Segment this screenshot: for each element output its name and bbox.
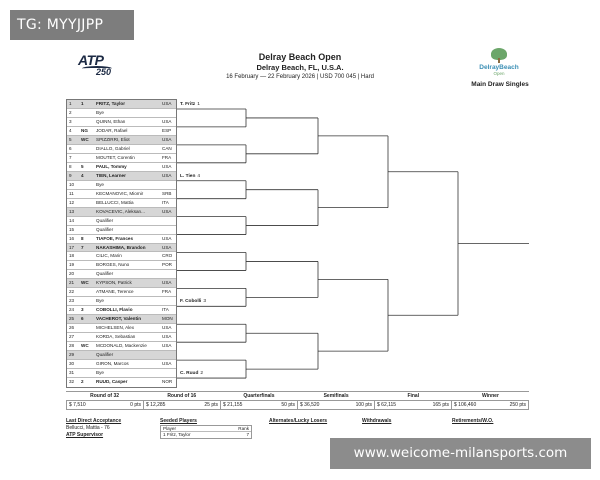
player-nationality: USA [162, 334, 172, 340]
player-nationality: USA [162, 280, 172, 286]
seeded-block [160, 418, 252, 439]
draw-position: 17 [69, 244, 75, 250]
draw-position: 14 [69, 217, 75, 223]
draw-position: 3 [69, 118, 72, 124]
prize-round-header: Winner [481, 393, 499, 399]
seed-label: 5 [81, 163, 84, 169]
player-name: Qualifier [96, 217, 114, 223]
draw-position: 26 [69, 325, 75, 331]
prize-points: 50 pts [281, 402, 295, 408]
player-name: QUINN, Ethan [96, 118, 126, 124]
draw-title: Main Draw Singles [471, 81, 529, 88]
player-nationality: USA [162, 343, 172, 349]
draw-position: 2 [69, 109, 72, 115]
retirements-title: Retirements/W.O. [452, 418, 494, 424]
draw-position: 23 [69, 298, 75, 304]
player-name: COBOLLI, Flavio [96, 307, 133, 313]
player-nationality: MON [162, 316, 173, 322]
prize-money: $ 36,520 [300, 402, 320, 408]
advancer-name: C. Ruud [180, 371, 199, 377]
lda-block [66, 418, 121, 438]
draw-position: 6 [69, 145, 72, 151]
draw-position: 1 [69, 101, 72, 106]
player-nationality: CRO [162, 253, 173, 259]
player-name: TIEN, Learner [96, 172, 126, 178]
prize-points: 0 pts [130, 402, 141, 408]
player-name: BELLUCCI, Mattia [96, 199, 134, 205]
player-name: GIRON, Marcos [96, 361, 129, 367]
player-nationality: USA [162, 136, 172, 142]
player-nationality: ITA [162, 307, 169, 313]
seed-label: NG [81, 127, 88, 133]
seeded-rank: 7 [246, 432, 249, 437]
player-name: KECMANOVIC, Miomir [96, 190, 144, 196]
player-name: MOUTET, Corentin [96, 154, 135, 160]
draw-position: 10 [69, 181, 75, 187]
prize-cell [298, 401, 375, 409]
player-nationality: FRA [162, 289, 172, 295]
draw-position: 20 [69, 271, 75, 277]
draw-position: 7 [69, 154, 72, 160]
prize-cell [452, 401, 528, 409]
draw-position: 18 [69, 253, 75, 259]
player-name: TIAFOE, Frances [96, 235, 134, 241]
advancer-name: T. Fritz [180, 101, 196, 107]
draw-position: 8 [69, 163, 72, 169]
player-name: PAUL, Tommy [96, 163, 127, 169]
player-name: DIALLO, Gabriel [96, 145, 130, 151]
draw-position: 19 [69, 262, 75, 268]
prize-money: $ 7,510 [69, 402, 86, 408]
seeded-player: 1 Fritz, Taylor [163, 432, 191, 437]
prize-cell [67, 401, 144, 409]
player-name: NAKASHIMA, Brandon [96, 244, 146, 250]
alternates-block [269, 418, 327, 424]
player-name: MCDONALD, Mackenzie [96, 343, 147, 349]
prize-points: 25 pts [204, 402, 218, 408]
advancer-seed: 1 [197, 101, 200, 107]
prize-round-header: Round of 32 [90, 393, 120, 399]
player-name: Bye [96, 298, 104, 304]
player-name: KORDA, Sebastian [96, 334, 136, 340]
player-nationality: POR [162, 262, 172, 268]
seeded-title: Seeded Players [160, 418, 197, 424]
seed-label: WC [81, 136, 89, 142]
player-name: KOVACEVIC, Aleksan... [96, 208, 145, 214]
player-name: Bye [96, 109, 104, 115]
draw-position: 11 [69, 190, 74, 196]
draw-position: 21 [69, 280, 75, 286]
draw-position: 4 [69, 127, 72, 133]
seed-label: 3 [81, 307, 84, 313]
seed-label: 4 [81, 172, 84, 178]
seed-label: 2 [81, 379, 84, 385]
player-nationality: USA [162, 325, 172, 331]
seed-label: WC [81, 343, 89, 349]
draw-position: 32 [69, 379, 75, 385]
draw-position: 31 [69, 370, 75, 376]
seeded-row [161, 432, 251, 438]
player-nationality: NOR [162, 379, 173, 385]
player-name: CILIC, Marin [96, 253, 122, 259]
player-nationality: USA [162, 244, 172, 250]
prize-round-header: Quarterfinals [243, 393, 275, 399]
prize-round-headers [66, 392, 529, 400]
prize-round-header: Semifinals [323, 393, 349, 399]
prize-cell [375, 401, 452, 409]
player-nationality: USA [162, 163, 172, 169]
advancer-seed: 4 [197, 173, 201, 179]
prize-values [66, 400, 529, 410]
lda-title: Last Direct Acceptance [66, 418, 122, 424]
seed-label: 1 [81, 101, 84, 106]
withdrawals-title: Withdrawals [362, 418, 392, 424]
seed-label: WC [81, 280, 89, 286]
atp-logo-text: ATP [78, 52, 104, 68]
player-name: RUUD, Casper [96, 379, 128, 385]
prize-round-header: Final [407, 393, 420, 399]
draw-position: 29 [69, 352, 75, 358]
advancer-name: F. Cobolli [180, 299, 202, 305]
prize-money: $ 106,460 [454, 402, 477, 408]
player-name: SPIZZIRRI, Eliot [96, 136, 130, 142]
prize-points: 100 pts [355, 402, 372, 408]
player-name: ATMANE, Terence [96, 289, 134, 295]
atp-tier-text: 250 [96, 67, 112, 77]
tournament-dates: 16 February — 22 February 2026 | USD 700 045 | Hard [226, 74, 374, 80]
watermark-bottom: www.weicome-milansports.com [330, 438, 591, 469]
player-name: Qualifier [96, 226, 114, 232]
player-nationality: USA [162, 172, 172, 178]
player-name: KYPSON, Patrick [96, 280, 132, 286]
advancer-label [180, 371, 203, 376]
draw-position: 12 [69, 199, 75, 205]
withdrawals-block [362, 418, 391, 424]
seeded-col-rank: Rank [238, 426, 249, 431]
draw-position: 27 [69, 334, 75, 340]
prize-money: $ 21,155 [223, 402, 243, 408]
player-name: FRITZ, Taylor [96, 101, 126, 106]
player-name: Qualifier [96, 271, 114, 277]
player-nationality: USA [162, 361, 172, 367]
player-name: MICHELSEN, Alex [96, 325, 135, 331]
advancer-label [180, 174, 200, 179]
prize-points: 250 pts [509, 402, 526, 408]
seed-label: 8 [81, 235, 84, 241]
draw-position: 5 [69, 136, 72, 142]
draw-position: 13 [69, 208, 75, 214]
draw-position: 15 [69, 226, 75, 232]
advancer-seed: 3 [203, 299, 206, 305]
advancer-label [180, 102, 200, 107]
draw-position: 24 [69, 307, 75, 313]
player-name: Qualifier [96, 352, 114, 358]
player-nationality: USA [162, 235, 172, 241]
advancer-label [180, 299, 206, 304]
advancer-seed: 2 [200, 371, 204, 377]
player-nationality: USA [162, 208, 172, 214]
seed-label: 6 [81, 316, 84, 322]
player-nationality: ITA [162, 199, 169, 205]
prize-points: 165 pts [432, 402, 449, 408]
tournament-location: Delray Beach, FL, U.S.A. [256, 63, 344, 72]
prize-cell [144, 401, 221, 409]
player-name: BORGES, Nuno [96, 262, 130, 268]
watermark-top: TG: MYYJJPP [10, 10, 134, 40]
prize-cell [221, 401, 298, 409]
advancer-name: L. Tien [180, 173, 196, 179]
draw-position: 25 [69, 316, 75, 322]
draw-position: 9 [69, 172, 72, 178]
draw-position: 16 [69, 235, 75, 241]
prize-money: $ 12,285 [146, 402, 166, 408]
player-nationality: USA [162, 101, 172, 106]
seed-label: 7 [81, 244, 84, 250]
lda-value: Bellucci, Mattia - 76 [66, 425, 110, 431]
alternates-title: Alternates/Lucky Losers [269, 418, 328, 424]
draw-position: 28 [69, 343, 75, 349]
draw-position: 30 [69, 361, 75, 367]
supervisor-title: ATP Supervisor [66, 432, 104, 438]
tournament-title: Delray Beach Open [258, 52, 342, 62]
seeded-col-player: Player [163, 426, 177, 431]
player-nationality: CAN [162, 145, 172, 151]
prize-round-header: Round of 16 [167, 393, 197, 399]
player-nationality: FRA [162, 154, 172, 160]
player-name: Bye [96, 370, 104, 376]
seeded-table [160, 425, 252, 439]
player-nationality: ESP [162, 127, 172, 133]
player-name: JODAR, Rafael [96, 127, 128, 133]
player-nationality: SRB [162, 190, 172, 196]
prize-money: $ 62,115 [377, 402, 397, 408]
player-name: VACHEROT, Valentin [96, 316, 142, 322]
draw-position: 22 [69, 289, 75, 295]
player-name: Bye [96, 181, 104, 187]
brand-logo-sub: Open [493, 71, 505, 76]
prize-money-table [66, 391, 529, 410]
retirements-block [452, 418, 493, 424]
player-nationality: USA [162, 118, 172, 124]
brand-logo-name: DelrayBeach [479, 64, 519, 71]
